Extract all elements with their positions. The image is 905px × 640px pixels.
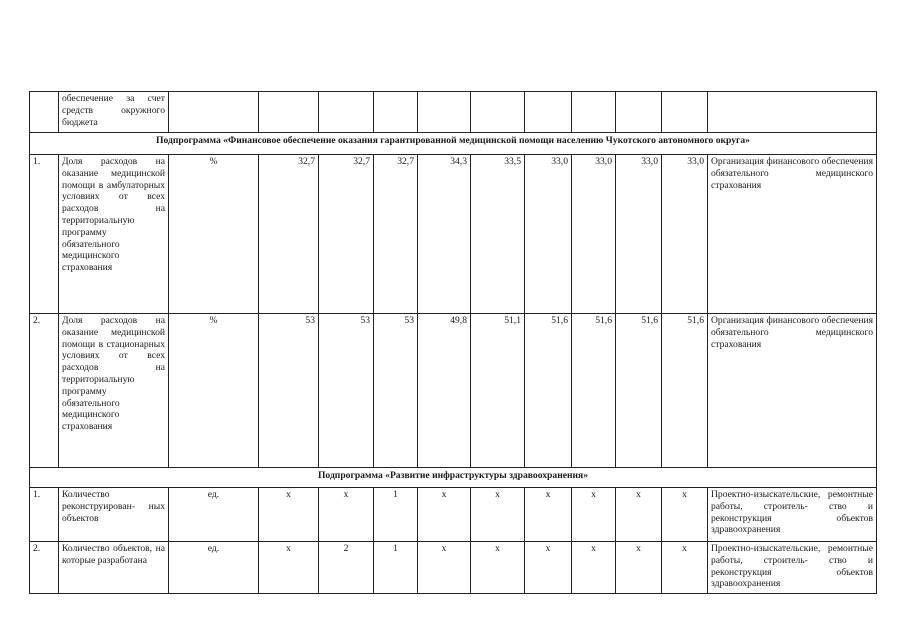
value-cell: 51,6 <box>616 314 662 468</box>
value-cell <box>616 92 662 133</box>
executor-cell: Организация финансового обеспечения обязательного медицинского страхования <box>708 314 877 468</box>
value-cell: х <box>259 488 319 542</box>
table-row <box>30 314 877 468</box>
value-cell: 33,0 <box>525 155 572 314</box>
value-cell <box>319 92 374 133</box>
row-number: 1. <box>30 488 59 542</box>
subprogram-title: Подпрограмма «Развитие инфраструктуры здравоохранения» <box>30 468 877 488</box>
num-cell <box>30 92 59 133</box>
value-cell: 1 <box>374 488 418 542</box>
value-cell <box>418 92 471 133</box>
value-cell: х <box>471 488 525 542</box>
value-cell: 53 <box>319 314 374 468</box>
value-cell: 51,1 <box>471 314 525 468</box>
subprogram-heading-row <box>30 133 877 155</box>
value-cell: 51,6 <box>525 314 572 468</box>
value-cell: х <box>418 542 471 594</box>
value-cell: х <box>662 488 708 542</box>
table-row <box>30 488 877 542</box>
value-cell: х <box>572 488 616 542</box>
value-cell: х <box>616 488 662 542</box>
indicator-name-cell: Количество реконструирован- ных объектов <box>59 488 169 542</box>
value-cell: х <box>259 542 319 594</box>
indicator-name-cell: обеспечение за счет средств окружного бюджета <box>59 92 169 133</box>
row-number: 1. <box>30 155 59 314</box>
value-cell: 49,8 <box>418 314 471 468</box>
value-cell <box>471 92 525 133</box>
value-cell: 53 <box>374 314 418 468</box>
value-cell: 51,6 <box>662 314 708 468</box>
value-cell: 33,0 <box>572 155 616 314</box>
unit-cell: % <box>169 155 259 314</box>
value-cell: 32,7 <box>374 155 418 314</box>
indicator-name-cell: Доля расходов на оказание медицинской помощи в амбулаторных условиях от всех расходов на территориальную программу обязательного медицинского страхования <box>59 155 169 314</box>
value-cell: 2 <box>319 542 374 594</box>
unit-cell: ед. <box>169 488 259 542</box>
executor-cell: Проектно-изыскательские, ремонтные работы, строитель- ство и реконструкция объектов здравоохранения <box>708 542 877 594</box>
indicator-name-cell: Доля расходов на оказание медицинской помощи в стационарных условиях от всех расходов на территориальную программу обязательного медицинского страхования <box>59 314 169 468</box>
value-cell: 51,6 <box>572 314 616 468</box>
unit-cell: % <box>169 314 259 468</box>
value-cell: х <box>616 542 662 594</box>
value-cell: 33,0 <box>616 155 662 314</box>
subprogram-title: Подпрограмма «Финансовое обеспечение оказания гарантированной медицинской помощи населению Чукотского автономного округа» <box>30 133 877 155</box>
row-number: 2. <box>30 542 59 594</box>
value-cell: х <box>525 488 572 542</box>
unit-cell <box>169 92 259 133</box>
value-cell <box>259 92 319 133</box>
indicator-name-cell: Количество объектов, на которые разработана <box>59 542 169 594</box>
value-cell: х <box>471 542 525 594</box>
value-cell: 34,3 <box>418 155 471 314</box>
table-row <box>30 92 877 133</box>
row-number: 2. <box>30 314 59 468</box>
value-cell: 1 <box>374 542 418 594</box>
table-row <box>30 542 877 594</box>
subprogram-heading-row <box>30 468 877 488</box>
value-cell: 32,7 <box>319 155 374 314</box>
value-cell <box>662 92 708 133</box>
executor-cell <box>708 92 877 133</box>
value-cell: х <box>319 488 374 542</box>
value-cell <box>525 92 572 133</box>
value-cell: 53 <box>259 314 319 468</box>
value-cell: 32,7 <box>259 155 319 314</box>
unit-cell: ед. <box>169 542 259 594</box>
table-row <box>30 155 877 314</box>
value-cell: х <box>662 542 708 594</box>
value-cell: 33,0 <box>662 155 708 314</box>
executor-cell: Организация финансового обеспечения обязательного медицинского страхования <box>708 155 877 314</box>
indicators-table <box>29 91 877 594</box>
value-cell: 33,5 <box>471 155 525 314</box>
value-cell: х <box>525 542 572 594</box>
value-cell: х <box>572 542 616 594</box>
value-cell: х <box>418 488 471 542</box>
value-cell <box>572 92 616 133</box>
value-cell <box>374 92 418 133</box>
executor-cell: Проектно-изыскательские, ремонтные работы, строитель- ство и реконструкция объектов здравоохранения <box>708 488 877 542</box>
